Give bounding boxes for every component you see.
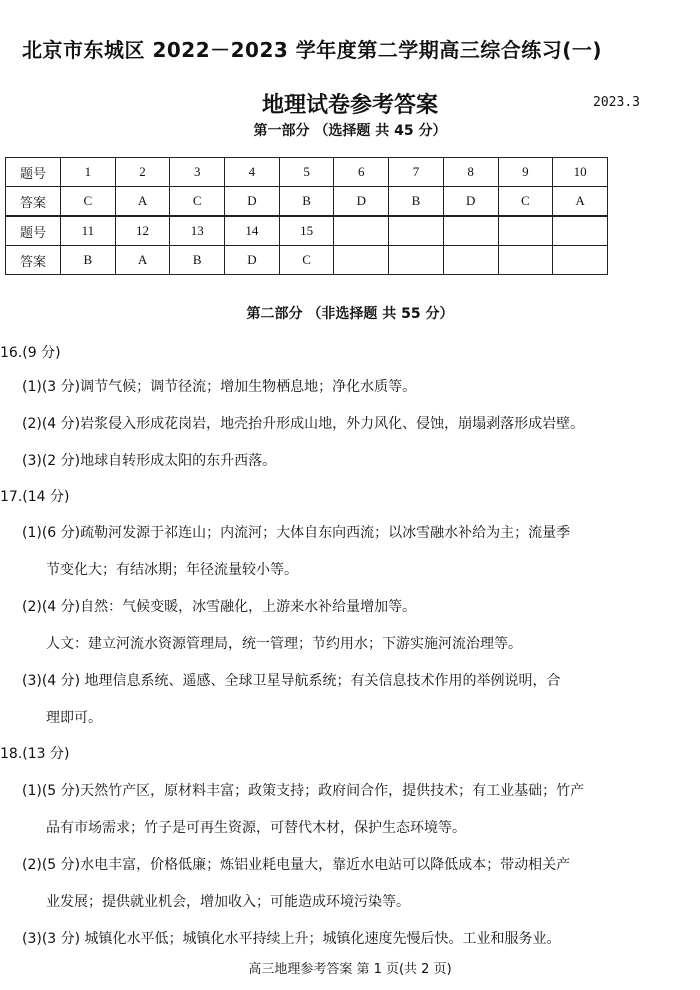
document-title: 地理试卷参考答案 xyxy=(261,93,438,118)
row-label-number: 题号 xyxy=(6,158,61,187)
question-16-3: (3)(2 分)地球自转形成太阳的东升西落。 xyxy=(22,453,277,469)
number-cell: 4 xyxy=(225,158,280,187)
answer-cell: C xyxy=(61,187,116,217)
answer-cell: D xyxy=(225,246,280,275)
answer-cell xyxy=(443,246,498,275)
number-cell: 1 xyxy=(61,158,116,187)
number-cell xyxy=(498,216,553,246)
number-cell: 10 xyxy=(553,158,608,187)
answer-table xyxy=(5,157,608,275)
row-label-answer: 答案 xyxy=(6,187,61,217)
number-cell: 12 xyxy=(115,216,170,246)
number-cell: 5 xyxy=(279,158,334,187)
number-cell: 13 xyxy=(170,216,225,246)
number-cell xyxy=(553,216,608,246)
answer-cell: C xyxy=(170,187,225,217)
row-label-answer: 答案 xyxy=(6,246,61,275)
part1-heading: 第一部分 （选择题 共 45 分） xyxy=(253,123,447,139)
question-16-1: (1)(3 分)调节气候；调节径流；增加生物栖息地；净化水质等。 xyxy=(22,379,417,395)
question-18-3: (3)(3 分) 城镇化水平低；城镇化水平持续上升；城镇化速度先慢后快。工业和服务业。 xyxy=(22,931,561,947)
answer-cell: C xyxy=(279,246,334,275)
number-cell: 14 xyxy=(225,216,280,246)
answer-table-answer-row xyxy=(6,187,608,217)
question-16-2: (2)(4 分)岩浆侵入形成花岗岩，地壳抬升形成山地，外力风化、侵蚀，崩塌剥落形成岩壁。 xyxy=(22,416,585,432)
question-17-2-cont: 人文：建立河流水资源管理局，统一管理；节约用水；下游实施河流治理等。 xyxy=(46,636,522,652)
answer-cell xyxy=(389,246,444,275)
answer-cell: A xyxy=(553,187,608,217)
question-18-1: (1)(5 分)天然竹产区，原材料丰富；政策支持；政府间合作，提供技术；有工业基础；竹产 xyxy=(22,783,585,799)
row-label-number: 题号 xyxy=(6,216,61,246)
answer-cell: D xyxy=(334,187,389,217)
number-cell: 3 xyxy=(170,158,225,187)
question-18-2: (2)(5 分)水电丰富，价格低廉；炼铝业耗电量大，靠近水电站可以降低成本；带动相关产 xyxy=(22,857,571,873)
answer-table-answer-row xyxy=(6,246,608,275)
part2-heading: 第二部分 （非选择题 共 55 分） xyxy=(246,306,454,322)
answer-cell: D xyxy=(225,187,280,217)
answer-cell: A xyxy=(115,187,170,217)
answer-cell: B xyxy=(170,246,225,275)
answer-cell: B xyxy=(61,246,116,275)
question-16-title: 16.(9 分) xyxy=(0,345,61,361)
number-cell xyxy=(443,216,498,246)
answer-cell: D xyxy=(443,187,498,217)
number-cell: 15 xyxy=(279,216,334,246)
exam-header-title: 北京市东城区 2022－2023 学年度第二学期高三综合练习(一) xyxy=(22,38,603,62)
answer-cell: A xyxy=(115,246,170,275)
question-17-3-cont: 理即可。 xyxy=(46,710,102,726)
question-17-1: (1)(6 分)疏勒河发源于祁连山；内流河；大体自东向西流；以冰雪融水补给为主；流量季 xyxy=(22,525,571,541)
number-cell: 9 xyxy=(498,158,553,187)
answer-table-number-row xyxy=(6,216,608,246)
number-cell: 6 xyxy=(334,158,389,187)
number-cell: 7 xyxy=(389,158,444,187)
number-cell xyxy=(334,216,389,246)
answer-table-number-row xyxy=(6,158,608,187)
answer-cell xyxy=(498,246,553,275)
number-cell: 2 xyxy=(115,158,170,187)
answer-cell xyxy=(334,246,389,275)
page-footer: 高三地理参考答案 第 1 页(共 2 页) xyxy=(248,962,452,977)
question-17-title: 17.(14 分) xyxy=(0,489,70,505)
answer-cell: B xyxy=(279,187,334,217)
question-18-2-cont: 业发展；提供就业机会，增加收入；可能造成环境污染等。 xyxy=(46,894,410,910)
question-18-title: 18.(13 分) xyxy=(0,746,70,762)
answer-cell: C xyxy=(498,187,553,217)
question-17-2: (2)(4 分)自然：气候变暖，冰雪融化，上游来水补给量增加等。 xyxy=(22,599,417,615)
answer-cell xyxy=(553,246,608,275)
question-17-1-cont: 节变化大；有结冰期；年径流量较小等。 xyxy=(46,562,298,578)
number-cell: 8 xyxy=(443,158,498,187)
number-cell: 11 xyxy=(61,216,116,246)
answer-cell: B xyxy=(389,187,444,217)
question-18-1-cont: 品有市场需求；竹子是可再生资源，可替代木材，保护生态环境等。 xyxy=(46,820,466,836)
document-date: 2023.3 xyxy=(593,95,640,110)
number-cell xyxy=(389,216,444,246)
question-17-3: (3)(4 分) 地理信息系统、遥感、全球卫星导航系统；有关信息技术作用的举例说明，合 xyxy=(22,673,561,689)
